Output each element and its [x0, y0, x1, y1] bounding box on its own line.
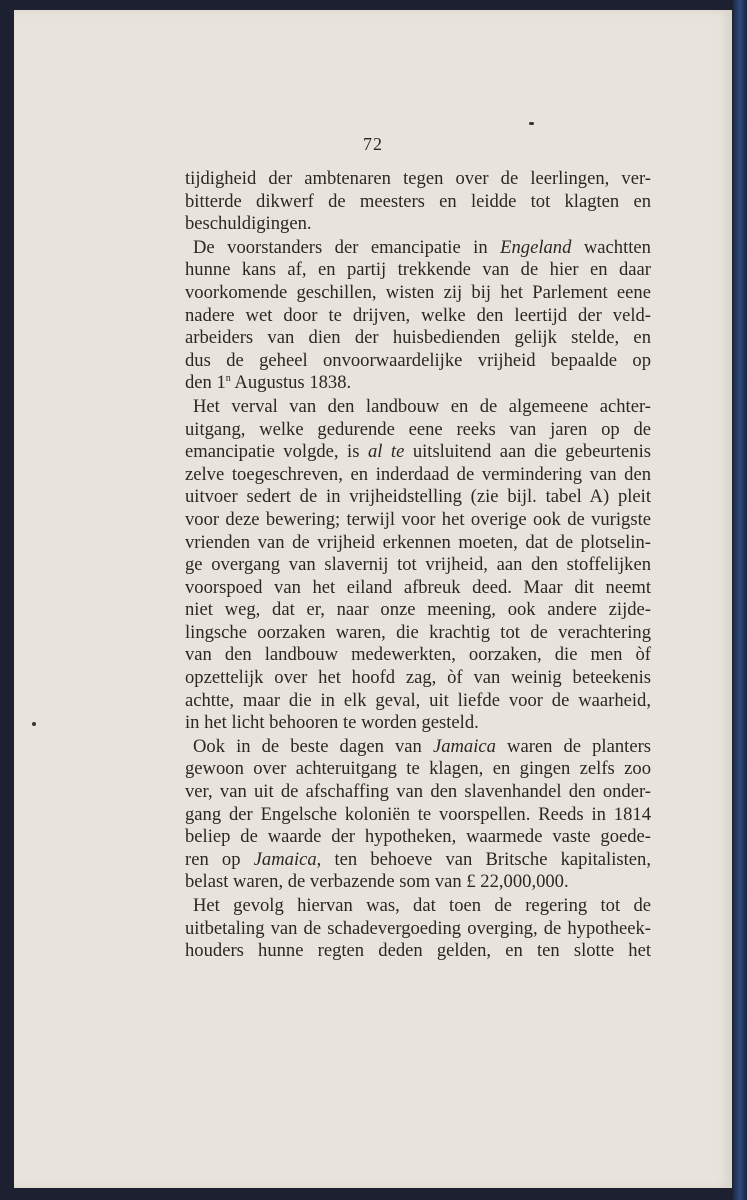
page-number: 72	[363, 134, 383, 154]
paragraph	[185, 237, 651, 395]
text-line	[185, 259, 651, 282]
ink-speck	[529, 122, 534, 125]
italic-run: Jamaica	[432, 735, 496, 757]
text-line	[185, 237, 651, 260]
text-run: bitterde dikwerf de meesters en leidde tot klagten en	[185, 190, 651, 212]
text-line	[185, 168, 651, 191]
paragraph	[185, 895, 651, 963]
text-run: Het gevolg hiervan was, dat toen de regering tot de	[193, 895, 651, 916]
text-line	[185, 622, 651, 645]
text-line	[185, 849, 651, 872]
text-run: uitbetaling van de schadevergoeding overging, de hypotheek-	[185, 917, 651, 939]
text-run: tijdigheid der ambtenaren tegen over de leerlingen, ver-	[185, 168, 651, 189]
text-line	[185, 554, 651, 577]
text-run: ver, van uit de afschaffing van den slavenhandel den onder-	[185, 781, 651, 803]
text-line	[185, 918, 651, 941]
text-run: nadere wet door te drijven, welke den leertijd der veld-	[185, 304, 651, 326]
text-run: emancipatie volgde, is	[185, 441, 368, 463]
text-line	[185, 464, 651, 487]
text-line	[185, 486, 651, 509]
text-line	[185, 441, 651, 464]
text-run: lingsche oorzaken waren, die krachtig tot de verachtering	[185, 621, 651, 643]
text-line	[185, 758, 651, 781]
text-line	[185, 804, 651, 827]
text-run: gang der Engelsche koloniën te voorspellen. Reeds in 1814	[185, 803, 651, 825]
text-run: ge overgang van slavernij tot vrijheid, aan den stoffelijken	[185, 554, 651, 576]
text-line	[185, 372, 651, 395]
body-text	[185, 168, 651, 964]
text-line	[185, 282, 651, 305]
text-run: De voorstanders der emancipatie in	[193, 236, 501, 258]
text-run: uitvoer sedert de in vrijheidstelling (zie bijl. tabel A) pleit	[185, 486, 651, 508]
text-line	[185, 736, 651, 759]
text-line	[185, 532, 651, 555]
paragraph	[185, 396, 651, 735]
text-line	[185, 712, 651, 735]
paragraph	[185, 168, 651, 236]
text-line	[185, 191, 651, 214]
text-line	[185, 396, 651, 419]
text-line	[185, 599, 651, 622]
text-run: beschuldigingen.	[185, 213, 312, 235]
text-line	[185, 690, 651, 713]
text-run: in het licht behooren te worden gesteld.	[185, 712, 479, 734]
italic-run: Jamaica	[253, 848, 317, 870]
text-run: belast waren, de verbazende som van £ 22,000,000.	[185, 871, 569, 893]
text-line	[185, 305, 651, 328]
text-line	[185, 781, 651, 804]
text-line	[185, 419, 651, 442]
superscript-run: n	[225, 373, 231, 385]
text-run: , ten behoeve van Britsche kapitalisten,	[316, 848, 651, 870]
text-run: uitgang, welke gedurende eene reeks van jaren op de	[185, 418, 651, 440]
text-run: ren op	[185, 848, 254, 870]
text-run: zelve toegeschreven, en inderdaad de vermindering van den	[185, 463, 651, 485]
text-run: voor deze bewering; terwijl voor het overige ook de vurigste	[185, 508, 651, 530]
text-run: dus de geheel onvoorwaardelijke vrijheid bepaalde op	[185, 349, 651, 371]
text-line	[185, 644, 651, 667]
text-run: niet weg, dat er, naar onze meening, ook andere zijde-	[185, 599, 651, 621]
book-page	[14, 10, 732, 1188]
italic-run: Engeland	[500, 236, 572, 258]
text-run: arbeiders van dien der huisbedienden gelijk stelde, en	[185, 327, 651, 349]
text-run: Augustus 1838.	[230, 372, 352, 394]
text-line	[185, 871, 651, 894]
text-run: voorspoed van het eiland afbreuk deed. Maar dit neemt	[185, 576, 651, 598]
text-line	[185, 350, 651, 373]
text-run: Ook in de beste dagen van	[193, 735, 433, 757]
text-run: houders hunne regten deden gelden, en ten slotte het	[185, 940, 651, 962]
text-run: voorkomende geschillen, wisten zij bij het Parlement eene	[185, 281, 651, 303]
text-run: gewoon over achteruitgang te klagen, en gingen zelfs zoo	[185, 758, 651, 780]
text-line	[185, 577, 651, 600]
binding-edge	[733, 0, 747, 1200]
text-run: opzettelijk over het hoofd zag, òf van weinig beteekenis	[185, 667, 651, 689]
text-line	[185, 826, 651, 849]
italic-run: al te	[367, 441, 405, 463]
text-run: hunne kans af, en partij trekkende van de hier en daar	[185, 259, 651, 281]
text-line	[185, 940, 651, 963]
text-line	[185, 213, 651, 236]
text-run: vrienden van de vrijheid erkennen moeten, dat de plotselin-	[185, 531, 651, 553]
text-line	[185, 327, 651, 350]
text-run: den 1	[185, 372, 226, 394]
text-run: waren de planters	[495, 735, 651, 757]
text-run: Het verval van den landbouw en de algemeene achter-	[193, 395, 651, 417]
text-run: van den landbouw medewerkten, oorzaken, die men òf	[185, 644, 651, 666]
text-line	[185, 895, 651, 918]
paragraph	[185, 736, 651, 894]
text-run: uitsluitend aan die gebeurtenis	[404, 441, 652, 463]
text-line	[185, 667, 651, 690]
text-line	[185, 509, 651, 532]
text-run: beliep de waarde der hypotheken, waarmede vaste goede-	[185, 826, 651, 848]
text-run: wachtten	[571, 236, 651, 258]
ink-speck	[32, 722, 36, 726]
text-run: achtte, maar die in elk geval, uit liefde voor de waarheid,	[185, 689, 651, 711]
